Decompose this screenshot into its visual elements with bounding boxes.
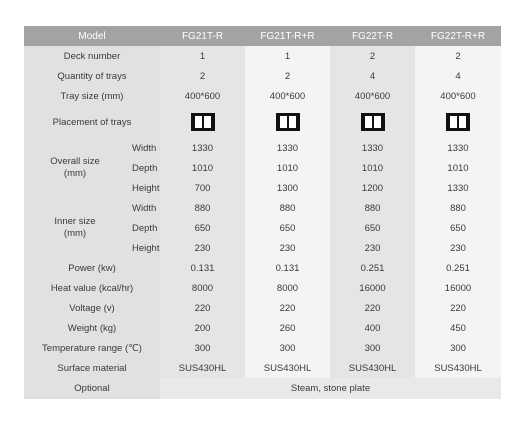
cell-value: 650 — [245, 218, 330, 238]
cell-value: SUS430HL — [245, 358, 330, 378]
table-row — [24, 198, 501, 218]
table-row — [24, 66, 501, 86]
cell-value: 1330 — [330, 138, 415, 158]
cell-value: 0.251 — [415, 258, 501, 278]
row-label: Voltage (v) — [24, 298, 160, 318]
row-label: Heat value (kcal/hr) — [24, 278, 160, 298]
cell-value: 1200 — [330, 178, 415, 198]
cell-value: 700 — [160, 178, 245, 198]
cell-value: 650 — [415, 218, 501, 238]
table-row — [24, 138, 501, 158]
model-name: FG22T-R+R — [415, 26, 501, 46]
cell-value: 1010 — [245, 158, 330, 178]
row-label: Inner size (mm) — [24, 198, 126, 258]
table-row — [24, 278, 501, 298]
cell-value: 400 — [330, 318, 415, 338]
cell-value: 400*600 — [160, 86, 245, 106]
cell-value: 1330 — [415, 178, 501, 198]
cell-value: 0.251 — [330, 258, 415, 278]
table-row — [24, 46, 501, 66]
cell-value: 880 — [330, 198, 415, 218]
two-tray-placement-icon — [446, 113, 470, 131]
cell-value: 880 — [160, 198, 245, 218]
cell-value: 220 — [330, 298, 415, 318]
cell-value: 0.131 — [160, 258, 245, 278]
cell-value: 16000 — [330, 278, 415, 298]
sub-label: Height — [126, 178, 160, 198]
model-name: FG22T-R — [330, 26, 415, 46]
two-tray-placement-icon — [191, 113, 215, 131]
cell-value: 400*600 — [330, 86, 415, 106]
row-label: Weight (kg) — [24, 318, 160, 338]
cell-value: 220 — [245, 298, 330, 318]
spec-table — [24, 26, 501, 399]
cell-value: SUS430HL — [160, 358, 245, 378]
two-tray-placement-icon — [361, 113, 385, 131]
row-label: Surface material — [24, 358, 160, 378]
cell-value: 2 — [415, 46, 501, 66]
cell-value: 220 — [415, 298, 501, 318]
cell-value: 8000 — [160, 278, 245, 298]
model-name: FG21T-R+R — [245, 26, 330, 46]
cell-value: 1300 — [245, 178, 330, 198]
sub-label: Width — [126, 198, 160, 218]
cell-value: SUS430HL — [330, 358, 415, 378]
optional-value: Steam, stone plate — [160, 378, 501, 399]
cell-value: 230 — [245, 238, 330, 258]
cell-value: 300 — [160, 338, 245, 358]
cell-value: 0.131 — [245, 258, 330, 278]
cell-value: 1330 — [415, 138, 501, 158]
table-row — [24, 258, 501, 278]
cell-value: 230 — [160, 238, 245, 258]
row-label: Optional — [24, 378, 160, 399]
cell-value: 200 — [160, 318, 245, 338]
table-row — [24, 86, 501, 106]
cell-value: 400*600 — [415, 86, 501, 106]
table-row — [24, 318, 501, 338]
cell-value: 1 — [245, 46, 330, 66]
cell-value: 300 — [415, 338, 501, 358]
header-row — [24, 26, 501, 46]
cell-value: 4 — [330, 66, 415, 86]
cell-value: 1010 — [330, 158, 415, 178]
cell-value: 16000 — [415, 278, 501, 298]
cell-value: 230 — [330, 238, 415, 258]
cell-value: 1010 — [415, 158, 501, 178]
cell-value: 300 — [330, 338, 415, 358]
cell-value: 650 — [330, 218, 415, 238]
sub-label: Depth — [126, 218, 160, 238]
model-name: FG21T-R — [160, 26, 245, 46]
cell-value: 230 — [415, 238, 501, 258]
cell-value: 1 — [160, 46, 245, 66]
row-label: Tray size (mm) — [24, 86, 160, 106]
cell-value: 260 — [245, 318, 330, 338]
cell-value: 8000 — [245, 278, 330, 298]
cell-value: 1330 — [245, 138, 330, 158]
row-label: Overall size (mm) — [24, 138, 126, 198]
row-label: Quantity of trays — [24, 66, 160, 86]
cell-value: SUS430HL — [415, 358, 501, 378]
cell-value: 450 — [415, 318, 501, 338]
cell-value: 220 — [160, 298, 245, 318]
sub-label: Height — [126, 238, 160, 258]
cell-value: 650 — [160, 218, 245, 238]
row-label: Deck number — [24, 46, 160, 66]
two-tray-placement-icon — [276, 113, 300, 131]
row-label: Placement of trays — [24, 106, 160, 138]
row-label: Temperature range (℃) — [24, 338, 160, 358]
cell-value: 400*600 — [245, 86, 330, 106]
table-row — [24, 338, 501, 358]
cell-value: 300 — [245, 338, 330, 358]
cell-value: 2 — [330, 46, 415, 66]
cell-value: 4 — [415, 66, 501, 86]
model-header: Model — [24, 26, 160, 46]
cell-value: 2 — [160, 66, 245, 86]
sub-label: Width — [126, 138, 160, 158]
cell-value: 1010 — [160, 158, 245, 178]
sub-label: Depth — [126, 158, 160, 178]
cell-value: 880 — [415, 198, 501, 218]
cell-value: 1330 — [160, 138, 245, 158]
cell-value: 880 — [245, 198, 330, 218]
row-label: Power (kw) — [24, 258, 160, 278]
table-row — [24, 298, 501, 318]
table-row — [24, 106, 501, 138]
table-row — [24, 358, 501, 378]
cell-value: 2 — [245, 66, 330, 86]
table-row — [24, 378, 501, 399]
